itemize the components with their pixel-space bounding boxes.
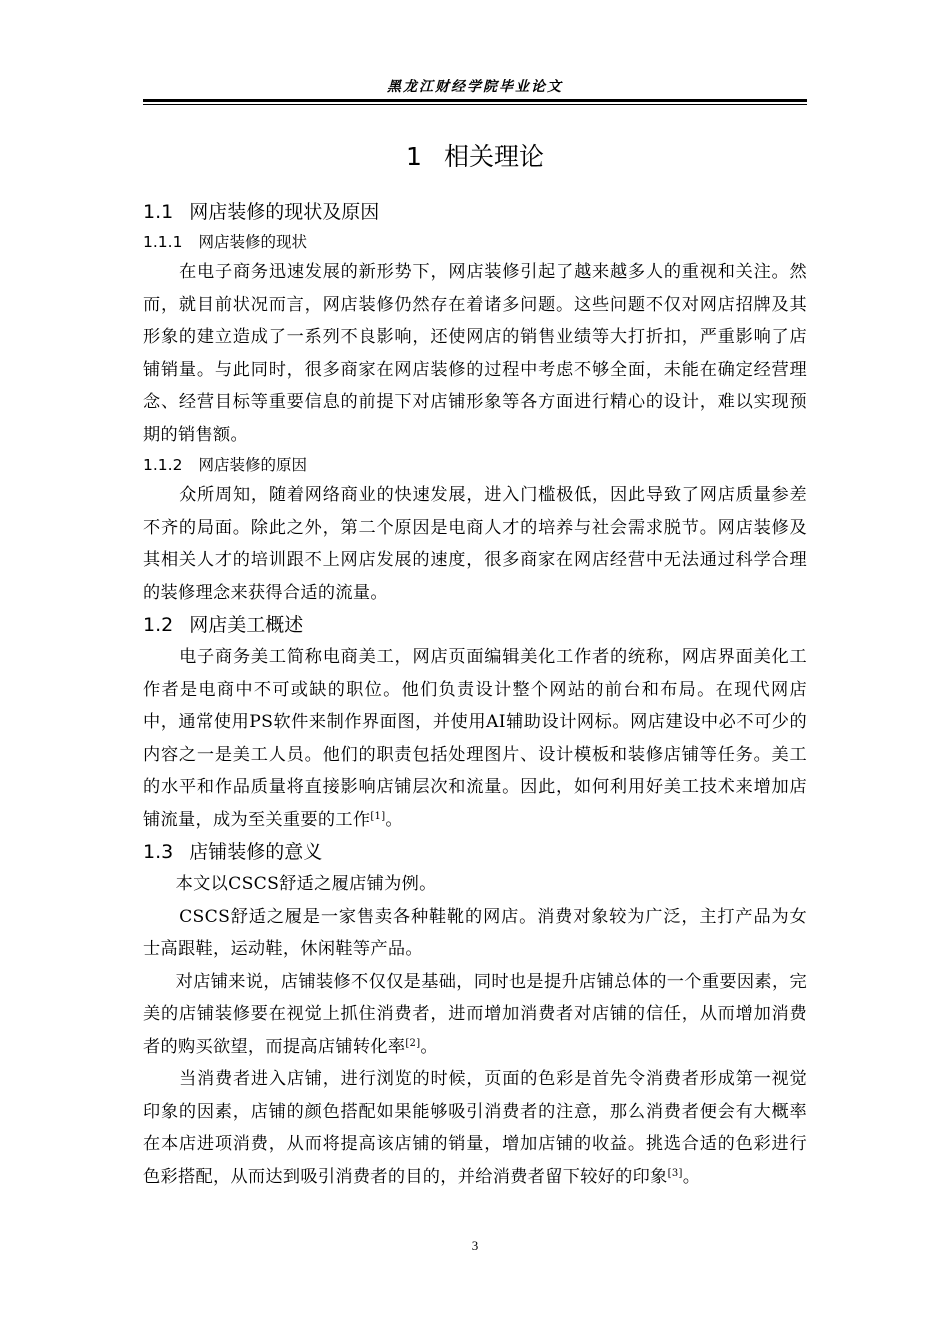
section-heading-1-3 — [143, 836, 807, 868]
section-heading-1-2 — [143, 609, 807, 641]
chapter-number: 1 — [406, 142, 422, 171]
paragraph-text: 当消费者进入店铺，进行浏览的时候，页面的色彩是首先令消费者形成第一视觉印象的因素，店铺的颜色搭配如果能够吸引消费者的注意，那么消费者便会有大概率在本店进项消费，从而将提高该店铺的销量，增加店铺的收益。挑选合适的色彩进行色彩搭配，从而达到吸引消费者的目的，并给消费者留下较好的印象 — [143, 1069, 807, 1187]
paragraph: 本文以CSCS舒适之履店铺为例。 — [175, 874, 437, 894]
paragraph-text: 对店铺来说，店铺装修不仅仅是基础，同时也是提升店铺总体的一个重要因素，完美的店铺装修要在视觉上抓住消费者，进而增加消费者对店铺的信任，从而增加消费者的购买欲望，而提高店铺转化率 — [143, 971, 807, 1057]
citation-2: [2] — [405, 1037, 421, 1049]
paragraph — [143, 966, 807, 1064]
subsection-title: 网店装修的现状 — [198, 233, 307, 251]
header-rule-thick — [143, 99, 807, 102]
subsection-title: 网店装修的原因 — [198, 456, 307, 474]
paragraph: CSCS舒适之履是一家售卖各种鞋靴的网店。消费对象较为广泛，主打产品为女士高跟鞋，运动鞋，休闲鞋等产品。 — [143, 906, 807, 959]
page-number: 3 — [471, 1238, 479, 1253]
paragraph-end: 。 — [682, 1166, 701, 1187]
paragraph: 众所周知，随着网络商业的快速发展，进入门槛极低，因此导致了网店质量参差不齐的局面。除此之外，第二个原因是电商人才的培养与社会需求脱节。网店装修及其相关人才的培训跟不上网店发展的速度，很多商家在网店经营中无法通过科学合理的装修理念来获得合适的流量。 — [143, 485, 807, 603]
paragraph — [143, 641, 807, 836]
paragraph-text: 电子商务美工简称电商美工，网店页面编辑美化工作者的统称，网店界面美化工作者是电商中不可或缺的职位。他们负责设计整个网站的前台和布局。在现代网店中，通常使用PS软件来制作界面图，并使用AI辅助设计网标。网店建设中必不可少的内容之一是美工人员。他们的职责包括处理图片、设计模板和装修店铺等任务。美工的水平和作品质量将直接影响店铺层次和流量。因此，如何利用好美工技术来增加店铺流量，成为至关重要的工作 — [143, 647, 807, 830]
citation-3: [3] — [667, 1167, 683, 1179]
running-header: 黑龙江财经学院毕业论文 — [387, 79, 563, 95]
section-title: 网店装修的现状及原因 — [189, 201, 380, 223]
body-content — [143, 136, 807, 1193]
chapter-title — [143, 136, 807, 178]
subsection-number: 1.1.1 — [143, 233, 183, 251]
section-number: 1.1 — [143, 201, 174, 223]
citation-1: [1] — [370, 810, 386, 822]
paragraph — [143, 1063, 807, 1193]
paragraph-end: 。 — [420, 1036, 438, 1057]
section-number: 1.2 — [143, 614, 174, 636]
chapter-title-text: 相关理论 — [443, 142, 544, 171]
subsection-number: 1.1.2 — [143, 456, 183, 474]
subsection-heading-1-1-1 — [143, 228, 807, 256]
subsection-heading-1-1-2 — [143, 451, 807, 479]
section-title: 网店美工概述 — [189, 614, 304, 636]
paragraph-end: 。 — [385, 809, 403, 830]
header-rule-thin — [143, 104, 807, 105]
section-number: 1.3 — [143, 841, 174, 863]
section-title: 店铺装修的意义 — [189, 841, 323, 863]
paragraph: 在电子商务迅速发展的新形势下，网店装修引起了越来越多人的重视和关注。然而，就目前状况而言，网店装修仍然存在着诸多问题。这些问题不仅对网店招牌及其形象的建立造成了一系列不良影响，还使网店的销售业绩等大打折扣，严重影响了店铺销量。与此同时，很多商家在网店装修的过程中考虑不够全面，未能在确定经营理念、经营目标等重要信息的前提下对店铺形象等各方面进行精心的设计，难以实现预期的销售额。 — [143, 262, 807, 445]
section-heading-1-1 — [143, 196, 807, 228]
